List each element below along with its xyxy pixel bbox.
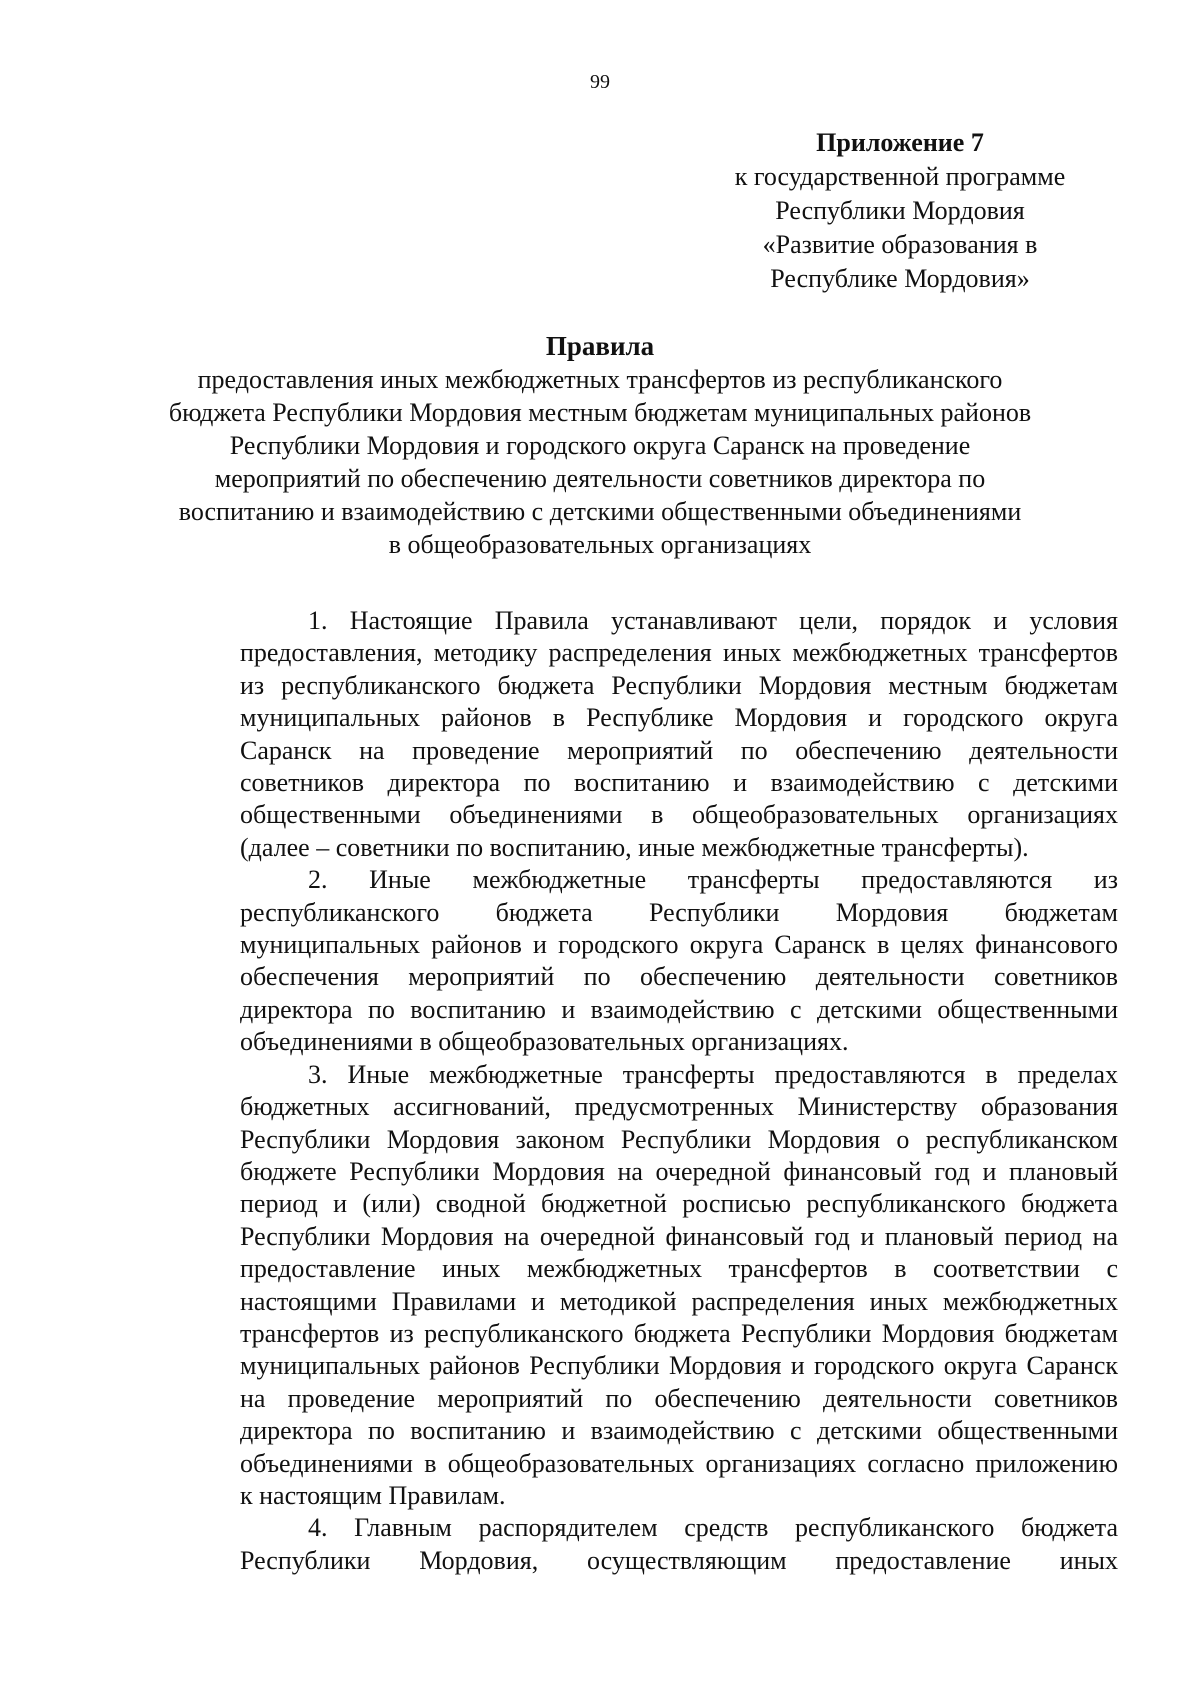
text-line: (далее – советники по воспитанию, иные межбюджетные трансферты). [240,832,1029,862]
appendix-block [700,126,1100,296]
appendix-title: Приложение 7 [816,128,984,157]
appendix-line: Республики Мордовия [775,196,1025,225]
text-line: 4. Главным распорядителем средств республиканского бюджета [308,1513,1118,1543]
text-line: бюджетных ассигнований, предусмотренных Министерству образования [240,1092,1118,1122]
text-line: настоящими Правилами и методикой распределения иных межбюджетных [240,1286,1118,1316]
text-line: период и (или) сводной бюджетной росписью республиканского бюджета [240,1189,1118,1219]
text-line: Республики Мордовия, осуществляющим предоставление иных [240,1545,1118,1575]
paragraph-4 [172,1512,1118,1577]
rules-subtitle-line: предоставления иных межбюджетных трансфертов из республиканского [197,365,1003,394]
text-line: предоставления, методику распределения иных межбюджетных трансфертов [240,638,1118,668]
text-line: 3. Иные межбюджетные трансферты предоставляются в пределах [308,1059,1118,1089]
text-line: советников директора по воспитанию и взаимодействию с детскими [240,768,1118,798]
text-line: 2. Иные межбюджетные трансферты предоставляются из [308,865,1118,895]
text-line: обеспечения мероприятий по обеспечению деятельности советников [240,962,1118,992]
text-line: республиканского бюджета Республики Мордовия бюджетам [240,897,1118,927]
page-number: 99 [590,71,610,93]
paragraph-2 [172,864,1118,1058]
body-text [172,605,1118,1577]
paragraph-1 [172,605,1118,864]
text-line: директора по воспитанию и взаимодействию с детскими общественными [240,1416,1118,1446]
rules-subtitle-line: воспитанию и взаимодействию с детскими общественными объединениями [178,497,1022,526]
text-line: Республики Мордовия на очередной финансовый год и плановый период на [240,1221,1118,1251]
text-line: объединениями в общеобразовательных организациях согласно приложению [240,1448,1118,1478]
text-line: бюджете Республики Мордовия на очередной финансовый год и плановый [240,1156,1118,1186]
appendix-line: к государственной программе [734,162,1066,191]
text-line: из республиканского бюджета Республики Мордовия местным бюджетам [240,670,1118,700]
appendix-line: «Развитие образования в [762,230,1038,259]
text-line: предоставление иных межбюджетных трансфертов в соответствии с [240,1254,1118,1284]
rules-heading [130,330,1070,561]
rules-subtitle-line: в общеобразовательных организациях [388,530,812,559]
text-line: муниципальных районов и городского округа Саранск в целях финансового [240,930,1118,960]
rules-title: Правила [545,331,655,361]
appendix-line: Республике Мордовия» [770,264,1030,293]
rules-subtitle-line: бюджета Республики Мордовия местным бюджетам муниципальных районов [168,398,1032,427]
rules-subtitle-line: Республики Мордовия и городского округа Саранск на проведение [229,431,971,460]
text-line: трансфертов из республиканского бюджета Республики Мордовия бюджетам [240,1318,1118,1348]
text-line: муниципальных районов в Республике Мордовия и городского округа [240,703,1118,733]
text-line: Саранск на проведение мероприятий по обеспечению деятельности [240,735,1118,765]
text-line: муниципальных районов Республики Мордовия и городского округа Саранск [240,1351,1118,1381]
paragraph-3 [172,1059,1118,1513]
text-line: к настоящим Правилам. [240,1480,506,1510]
text-line: на проведение мероприятий по обеспечению деятельности советников [240,1383,1118,1413]
text-line: общественными объединениями в общеобразовательных организациях [240,800,1118,830]
text-line: 1. Настоящие Правила устанавливают цели, порядок и условия [308,606,1118,635]
text-line: директора по воспитанию и взаимодействию с детскими общественными [240,994,1118,1024]
rules-subtitle-line: мероприятий по обеспечению деятельности советников директора по [214,464,986,493]
text-line: объединениями в общеобразовательных организациях. [240,1027,849,1057]
text-line: Республики Мордовия законом Республики Мордовия о республиканском [240,1124,1118,1154]
